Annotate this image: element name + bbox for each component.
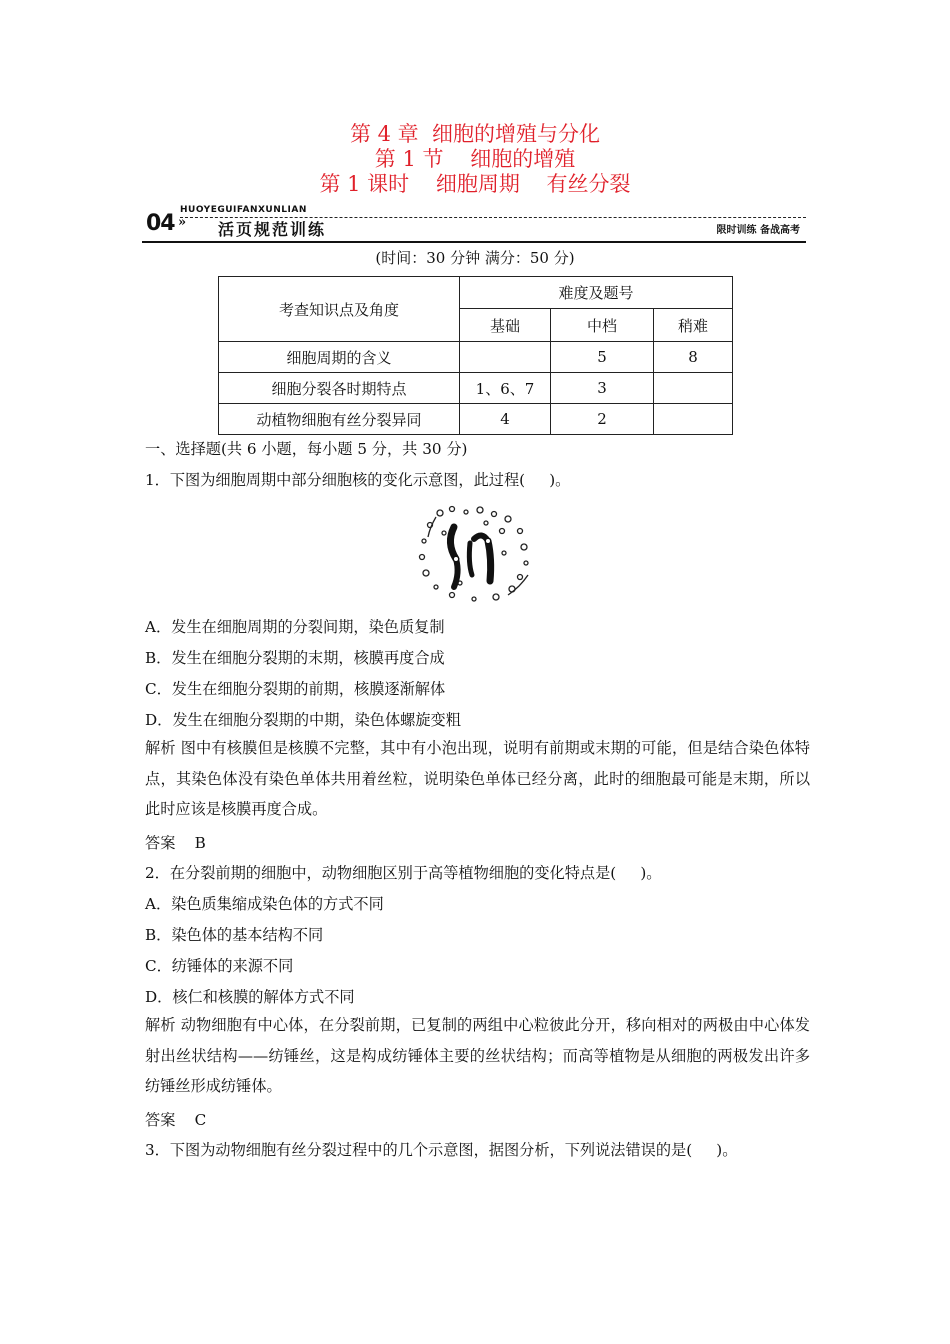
level-medium: 中档: [551, 309, 654, 342]
row-basic: 4: [460, 404, 551, 435]
nucleus-diagram: [416, 503, 534, 605]
q1-stem: 1．下图为细胞周期中部分细胞核的变化示意图，此过程( )。: [145, 471, 571, 489]
header-difficulty: 难度及题号: [460, 277, 733, 309]
q1-answer: 答案 B: [145, 834, 206, 852]
row-hard: 8: [654, 342, 733, 373]
section-heading: 一、选择题(共 6 小题，每小题 5 分，共 30 分): [145, 440, 468, 458]
level-basic: 基础: [460, 309, 551, 342]
banner-number: 04: [146, 209, 174, 239]
chapter-title: 第 4 章 细胞的增殖与分化: [349, 122, 601, 146]
q2-stem: 2．在分裂前期的细胞中，动物细胞区别于高等植物细胞的变化特点是( )。: [145, 864, 662, 882]
knowledge-table: [218, 276, 733, 435]
header-topic: 考查知识点及角度: [219, 277, 460, 342]
section-title: 第 1 节 细胞的增殖: [374, 147, 576, 171]
q2-option-a: A．染色质集缩成染色体的方式不同: [145, 895, 384, 913]
q1-option-d: D．发生在细胞分裂期的中期，染色体螺旋变粗: [145, 711, 461, 729]
row-medium: 5: [551, 342, 654, 373]
banner-slogan: 限时训练 备战高考: [716, 225, 800, 236]
lesson-title: 第 1 课时 细胞周期 有丝分裂: [319, 172, 631, 196]
row-topic: 细胞周期的含义: [219, 342, 460, 373]
banner-underline: [142, 241, 806, 243]
level-hard: 稍难: [654, 309, 733, 342]
q1-option-b: B．发生在细胞分裂期的末期，核膜再度合成: [145, 649, 445, 667]
time-info: (时间：30 分钟 满分：50 分): [375, 249, 575, 267]
double-arrow-icon: »: [178, 215, 187, 230]
q2-option-d: D．核仁和核膜的解体方式不同: [145, 988, 355, 1006]
q1-option-a: A．发生在细胞周期的分裂间期，染色质复制: [145, 618, 445, 636]
row-medium: 3: [551, 373, 654, 404]
q1-option-c: C．发生在细胞分裂期的前期，核膜逐渐解体: [145, 680, 446, 698]
row-topic: 细胞分裂各时期特点: [219, 373, 460, 404]
banner-pinyin: HUOYEGUIFANXUNLIAN: [180, 205, 307, 215]
row-hard: [654, 404, 733, 435]
row-topic: 动植物细胞有丝分裂异同: [219, 404, 460, 435]
row-hard: [654, 373, 733, 404]
q2-answer: 答案 C: [145, 1111, 207, 1129]
table-row: [219, 404, 733, 435]
q2-option-b: B．染色体的基本结构不同: [145, 926, 324, 944]
q1-analysis: 解析 图中有核膜但是核膜不完整，其中有小泡出现，说明有前期或末期的可能，但是结合染色体特点，其染色体没有染色单体共用着丝粒，说明染色单体已经分离，此时的细胞最可能是末期，所以此时应该是核膜再度合成。: [145, 739, 810, 818]
row-medium: 2: [551, 404, 654, 435]
practice-banner: [142, 205, 806, 241]
row-basic: 1、6、7: [460, 373, 551, 404]
title-block: [0, 122, 950, 197]
q3-stem: 3．下图为动物细胞有丝分裂过程中的几个示意图，据图分析，下列说法错误的是( )。: [145, 1141, 738, 1159]
table-row: [219, 342, 733, 373]
q2-analysis: 解析 动物细胞有中心体，在分裂前期，已复制的两组中心粒彼此分开，移向相对的两极由中心体发射出丝状结构——纺锤丝，这是构成纺锤体主要的丝状结构；而高等植物是从细胞的两极发出许多纺锤丝形成纺锤体。: [145, 1016, 810, 1095]
row-basic: [460, 342, 551, 373]
q2-option-c: C．纺锤体的来源不同: [145, 957, 294, 975]
table-row: [219, 373, 733, 404]
banner-name: 活页规范训练: [218, 220, 327, 239]
